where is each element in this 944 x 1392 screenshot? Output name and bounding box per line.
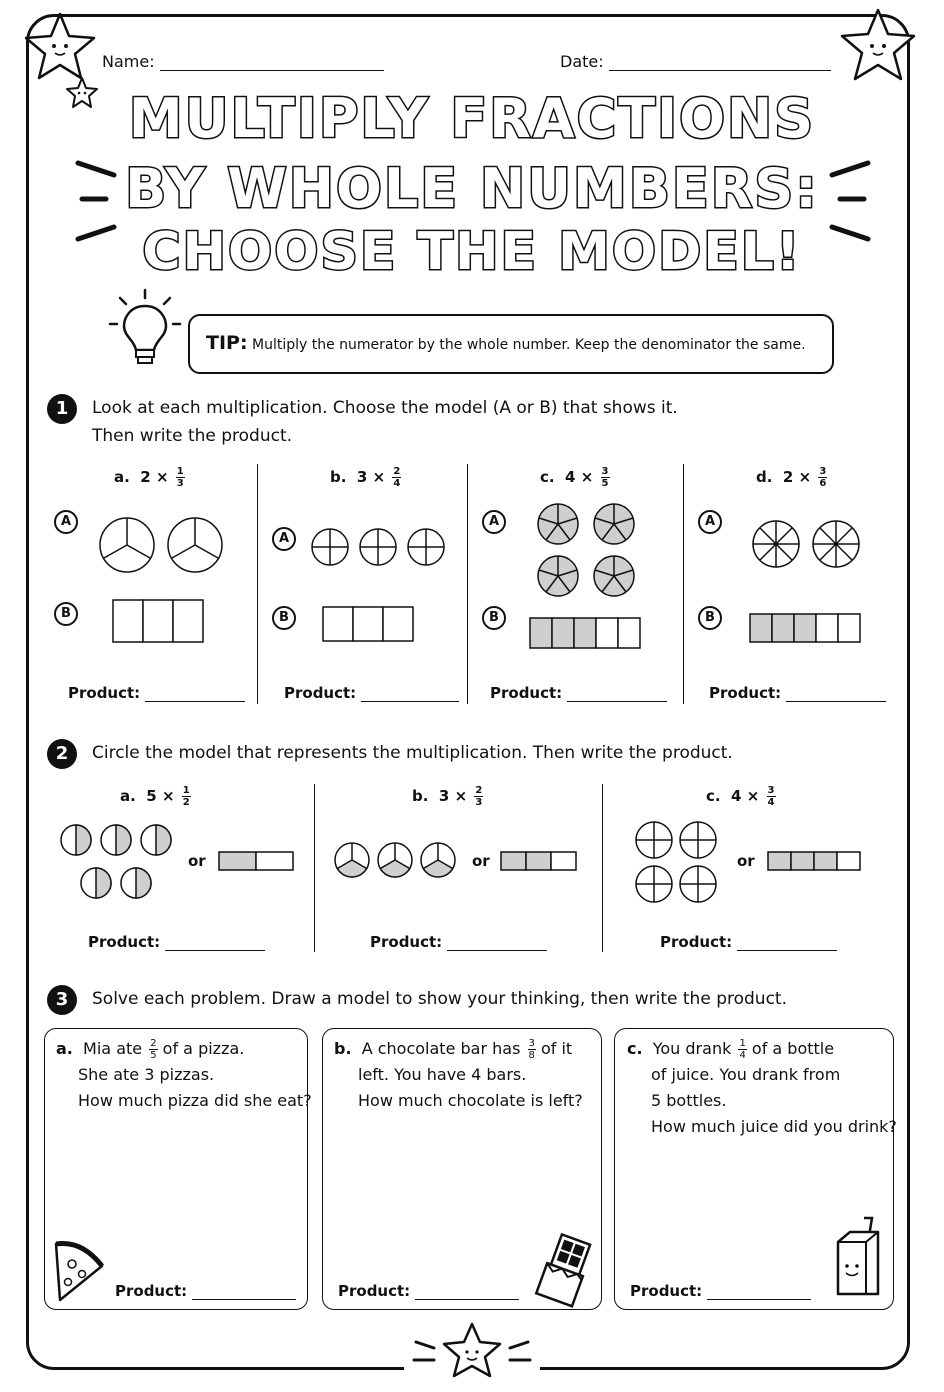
option-a-label[interactable]: A [698,510,722,534]
option-b-label[interactable]: B [272,606,296,630]
option-a-label[interactable]: A [54,510,78,534]
answer-line[interactable] [415,1285,519,1300]
accent-lines-left [70,155,130,250]
s2-problem-a: a. 5 × $\frac{1}{2}$ [120,785,190,808]
star-icon [404,1320,540,1380]
s2-problem-b: b. 3 × $\frac{2}{3}$ [412,785,483,808]
s1c-model-b-bar [528,616,644,650]
s2b-model-circles[interactable] [332,840,460,880]
s2a-model-bar[interactable] [218,850,296,872]
option-b-label[interactable]: B [54,602,78,626]
date-line[interactable] [609,52,831,71]
s1a-product: Product: [68,684,245,702]
option-a-label[interactable]: A [272,527,296,551]
name-label: Name: [102,52,155,71]
or-label: or [188,852,206,870]
s1a-model-a-circles [96,512,226,578]
divider [683,464,684,704]
divider [257,464,258,704]
answer-line[interactable] [737,936,837,951]
title-line-2: BY WHOLE NUMBERS: [125,157,819,220]
s1d-model-a-circles [748,518,864,570]
answer-line[interactable] [567,687,667,702]
s1-problem-d: d. 2 × $\frac{3}{6}$ [756,466,827,489]
answer-line[interactable] [145,687,245,702]
s2c-model-bar[interactable] [766,850,862,872]
s3b-product: Product: [338,1282,519,1300]
s2a-model-circles[interactable] [58,820,178,906]
pizza-icon [50,1236,108,1306]
s2c-product: Product: [660,933,837,951]
s2a-product: Product: [88,933,265,951]
answer-line[interactable] [361,687,459,702]
s3c-product: Product: [630,1282,811,1300]
s1d-model-b-bar [748,612,864,644]
s3a-product: Product: [115,1282,296,1300]
or-label: or [737,852,755,870]
s1-problem-b: b. 3 × $\frac{2}{4}$ [330,466,401,489]
title-line-1: MULTIPLY FRACTIONS [128,87,816,150]
answer-line[interactable] [786,687,886,702]
card-a-text: a. Mia ate $\frac{2}{5}$ of a pizza. She ate 3 pizzas. How much pizza did she eat? [56,1038,312,1110]
s2-problem-c: c. 4 × $\frac{3}{4}$ [706,785,775,808]
section-2-number: 2 [47,739,77,769]
divider [314,784,315,952]
s2c-model-circles[interactable] [632,818,722,908]
section-1-instruction-line-1: Look at each multiplication. Choose the model (A or B) that shows it. [92,398,678,418]
section-1-instruction-line-2: Then write the product. [92,426,293,446]
name-line[interactable] [160,52,384,71]
option-b-label[interactable]: B [482,606,506,630]
s2b-product: Product: [370,933,547,951]
s1-problem-c: c. 4 × $\frac{3}{5}$ [540,466,609,489]
accent-lines-right [816,155,876,250]
option-a-label[interactable]: A [482,510,506,534]
s1b-product: Product: [284,684,459,702]
or-label: or [472,852,490,870]
s1b-model-a-circles [310,526,450,568]
s1-problem-a: a. 2 × $\frac{1}{3}$ [114,466,184,489]
tip-text: Multiply the numerator by the whole number. Keep the denominator the same. [252,337,806,353]
date-row [560,52,831,71]
star-icon [836,6,920,86]
option-b-label[interactable]: B [698,606,722,630]
answer-line[interactable] [192,1285,296,1300]
divider [602,784,603,952]
answer-line[interactable] [447,936,547,951]
lightbulb-icon [108,288,182,370]
answer-line[interactable] [707,1285,811,1300]
s1c-model-a-circles [532,500,640,602]
divider [467,464,468,704]
s1c-product: Product: [490,684,667,702]
section-1-number: 1 [47,394,77,424]
tip-label: TIP: [206,332,248,354]
juice-box-icon [830,1214,888,1304]
s1a-model-b-bar [112,598,206,644]
tip-row [206,332,806,354]
section-2-instruction: Circle the model that represents the multiplication. Then write the product. [92,743,733,763]
section-3-number: 3 [47,985,77,1015]
name-row [102,52,384,71]
title-line-3: CHOOSE THE MODEL! [142,222,802,282]
date-label: Date: [560,52,604,71]
section-3-instruction: Solve each problem. Draw a model to show your thinking, then write the product. [92,989,787,1009]
s1b-model-b-bar [322,606,416,644]
chocolate-icon [534,1232,598,1308]
card-c-text: c. You drank $\frac{1}{4}$ of a bottle of juice. You drank from 5 bottles. How much juice did you drink? [627,1038,897,1136]
answer-line[interactable] [165,936,265,951]
card-b-text: b. A chocolate bar has $\frac{3}{8}$ of it left. You have 4 bars. How much chocolate is left? [334,1038,583,1110]
s2b-model-bar[interactable] [500,850,580,872]
s1d-product: Product: [709,684,886,702]
